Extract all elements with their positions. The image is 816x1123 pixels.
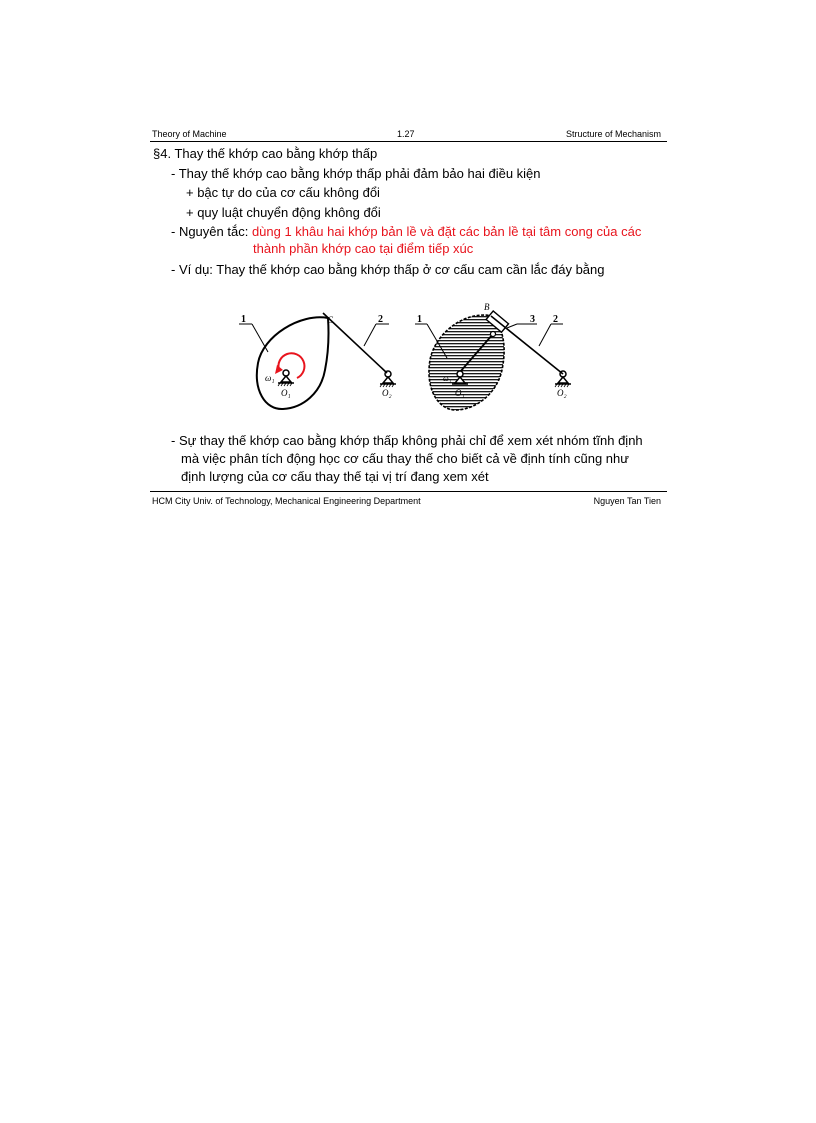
principle-text: dùng 1 khâu hai khớp bản lề và đặt các bản lề tại tâm cong của các	[251, 224, 642, 239]
footer-right: Nguyen Tan Tien	[593, 496, 661, 506]
note-line-3: định lượng của cơ cấu thay thế tại vị trí đang xem xét	[181, 469, 489, 484]
cam-mechanism-original	[239, 313, 396, 409]
label-2: 2	[378, 314, 383, 325]
label-1-right: 1	[417, 314, 422, 325]
label-b: B	[484, 302, 490, 312]
header-rule	[150, 141, 667, 142]
note-line-2: mà việc phân tích động học cơ cấu thay thế cho biết cả về định tính cũng như	[181, 451, 629, 466]
body-line-dof: + bậc tự do của cơ cấu không đổi	[186, 185, 380, 200]
footer-left: HCM City Univ. of Technology, Mechanical Engineering Department	[152, 496, 421, 506]
label-omega: ω₁	[265, 373, 275, 383]
label-o1: O₁	[281, 388, 291, 398]
pivot-o2	[380, 371, 396, 387]
body-line-conditions: - Thay thế khớp cao bằng khớp thấp phải đảm bảo hai điều kiện	[171, 166, 541, 181]
principle-text-cont: thành phần khớp cao tại điểm tiếp xúc	[253, 241, 474, 256]
joint-b	[491, 332, 496, 337]
header-page-number: 1.27	[397, 129, 415, 139]
cam-profile-hatched	[429, 315, 504, 410]
cam-mechanism-replaced	[415, 302, 571, 410]
label-o2-right: O₂	[557, 388, 567, 398]
label-2-right: 2	[553, 314, 558, 325]
header-left: Theory of Machine	[152, 129, 227, 139]
pivot-o1	[278, 370, 294, 386]
footer-rule	[150, 491, 667, 492]
leader-line-2	[364, 324, 376, 346]
body-line-principle	[171, 224, 641, 240]
body-line-example: - Ví dụ: Thay thế khớp cao bằng khớp thấp ở cơ cấu cam cần lắc đáy bằng	[171, 262, 605, 277]
label-1: 1	[241, 314, 246, 325]
section-title: §4. Thay thế khớp cao bằng khớp thấp	[153, 146, 378, 161]
label-o2: O₂	[382, 388, 392, 398]
cam-profile	[257, 317, 329, 409]
body-line-motion: + quy luật chuyển động không đổi	[186, 205, 381, 220]
label-3: 3	[530, 314, 535, 325]
mechanism-figure	[225, 298, 585, 413]
leader-line-2-right	[539, 324, 551, 346]
omega-arrow	[278, 353, 304, 378]
leader-line-1	[252, 324, 268, 352]
header-right: Structure of Mechanism	[565, 129, 661, 139]
label-contact-c: C	[327, 315, 334, 325]
note-line-1: - Sự thay thế khớp cao bằng khớp thấp không phải chỉ để xem xét nhóm tĩnh định	[171, 433, 643, 448]
label-o1-right: O₁	[455, 388, 465, 398]
principle-label: - Nguyên tắc:	[171, 224, 252, 239]
label-omega-right: ω₁	[443, 374, 452, 383]
